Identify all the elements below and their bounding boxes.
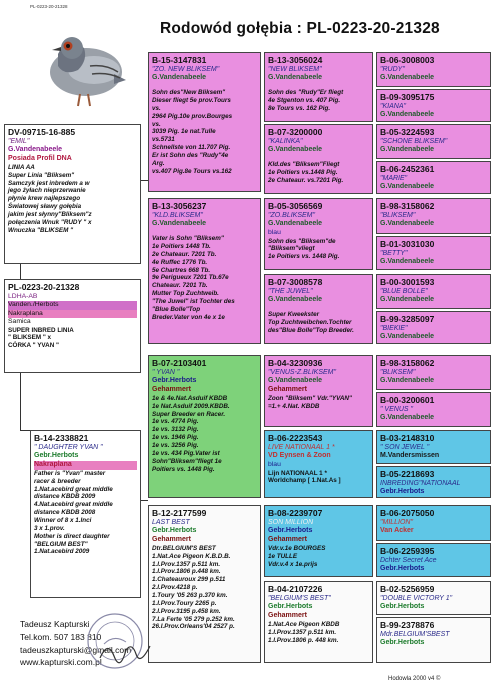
dam-note: distance KBDB 2009 (34, 493, 96, 501)
subject-line3: Nakraplana (8, 310, 137, 318)
gen4-ring: B-98-3158062 (380, 201, 435, 211)
gen2-extra: Gehammert (152, 386, 191, 394)
gen4-name: INBREDING"NATIONAAL (380, 479, 461, 487)
gen4-ring: B-00-3001593 (380, 277, 435, 287)
gen4-breeder: G.Vandenabeele (380, 377, 435, 385)
gen4-breeder: Gebr.Herbots (380, 565, 425, 573)
gen3-notes (268, 395, 369, 411)
gen4-box (376, 430, 491, 464)
gen2-note: 1e vs. 434 Pig.Vater ist (152, 449, 220, 457)
gen3-note: 1e Poitiers vs.1448 Pig. (268, 168, 338, 176)
subject-line1: LDHA-AB (8, 292, 38, 300)
gen3-box (264, 198, 373, 270)
dam-extra: Nakraplana (34, 461, 137, 470)
gen4-ring: B-06-2259395 (380, 546, 435, 556)
dam-note: 4.Nat.acebird great middle (34, 501, 113, 509)
dam-note: "BELGIUM BEST" (34, 540, 88, 548)
gen3-name: SON MILLION (268, 518, 314, 526)
gen2-note: Super Breeder en Racer. (152, 410, 226, 418)
gen2-note: 1e vs. 3256 Pig. (152, 442, 199, 450)
subject-line4: Samica (8, 318, 31, 326)
gen2-note: 2.I.Prov.3195 p.458 km. (152, 607, 221, 615)
sire-notes (8, 164, 137, 235)
gen3-note: 1.Nat.Ace Pigeon KBDB (268, 620, 340, 628)
owner-name: Tadeusz Kapturski (20, 619, 90, 629)
dam-breeder: Gebr.Herbots (34, 452, 79, 460)
connector-line (20, 430, 30, 431)
subject-line7: CÓRKA " YVAN " (8, 342, 59, 350)
gen2-note: Breder.Vater von 4e x 1e (152, 313, 225, 321)
gen2-note: 4e Ruffec 1776 Tb. (152, 258, 208, 266)
gen2-note: 7.La Ferte '05 279 p.252 km. (152, 615, 235, 623)
page-title: Rodowód gołębia : PL-0223-20-21328 (160, 20, 440, 37)
gen3-breeder: VD Eynsen & Zoon (268, 452, 331, 460)
gen3-breeder: Gebr.Herbots (268, 527, 313, 535)
gen3-extra: Gehammert (268, 612, 307, 620)
subject-line2: Vanden./Herbots (8, 301, 137, 309)
gen3-note: Lijn NATIONAAL 1 * (268, 469, 327, 477)
dam-note: 1.Nat.acebird great middle (34, 485, 113, 493)
gen3-extra: blau (268, 461, 281, 469)
email: tadeuszkapturski@gmail.com (20, 644, 132, 655)
gen3-note: Zoon "Bliksem" Vdr."YVAN" (268, 394, 352, 402)
gen3-note: Super Kweekster (268, 311, 320, 319)
gen3-notes (268, 311, 369, 335)
gen3-note: Sohn des "Rudy"Er fliegt (268, 89, 344, 97)
gen2-name: "ZO. NEW BLIKSEM" (152, 65, 220, 73)
gen2-note: 1e vs. 4774 Pig. (152, 418, 199, 426)
gen4-box (376, 355, 491, 390)
gen4-ring: B-09-3095175 (380, 92, 435, 102)
gen3-box (264, 430, 373, 498)
gen3-notes (268, 545, 369, 569)
gen2-note: "Blue Bolle"Top (152, 305, 201, 313)
gen2-note: Dieser fliegt 5e prov.Tours (152, 96, 231, 104)
gen2-note: 1.I.Prov.Toury 2265 p. (152, 599, 217, 607)
gen2-breeder: Gebr.Herbots (152, 377, 197, 385)
gen2-ring: B-12-2177599 (152, 508, 207, 518)
connector-line (141, 500, 148, 501)
gen3-name: "BELGIUM'S BEST" (268, 594, 331, 602)
connector-line (20, 373, 21, 430)
gen4-name: "SCHONE BLIKSEM" (380, 137, 448, 145)
gen2-note: 1.Nat.Ace Pigeon K.B.D.B. (152, 552, 231, 560)
gen3-breeder: Gebr.Herbots (268, 603, 313, 611)
gen3-ring: B-07-3200000 (268, 127, 323, 137)
gen2-note: vs.5731 (152, 136, 175, 144)
gen2-breeder: G.Vandenabeele (152, 74, 207, 82)
gen3-notes (268, 238, 369, 262)
gen3-ring: B-08-2239707 (268, 508, 323, 518)
gen4-breeder: G.Vandenabeele (380, 414, 435, 422)
gen4-name: "DOUBLE VICTORY 1" (380, 594, 453, 602)
dam-box (30, 430, 141, 598)
gen3-name: "KALINKA" (268, 137, 303, 145)
gen2-note: 1e vs. 1946 Pig. (152, 434, 199, 442)
website: www.kapturski.com.pl (20, 657, 102, 668)
gen3-box (264, 355, 373, 427)
gen4-ring: B-01-3031030 (380, 239, 435, 249)
gen2-notes (152, 235, 257, 321)
gen3-note: 1.I.Prov.1806 p. 448 km. (268, 636, 339, 644)
gen3-note: Vdr.v.1e BOURGES (268, 544, 326, 552)
gen2-note: Sohn"Bliksem"fliegt 1e (152, 457, 222, 465)
gen3-note: Top Zuchtweibchen.Tochter (268, 318, 352, 326)
gen3-extra: blau (268, 229, 281, 237)
gen4-ring: B-98-3158062 (380, 358, 435, 368)
subject-line5: SUPER INBRED LINIA (8, 326, 74, 334)
gen4-name: "BLUE BOLLE" (380, 287, 428, 295)
gen4-name: Dchter Secret Ace (380, 556, 437, 564)
gen3-note: Worldchamp [ 1.Nat.As ] (268, 477, 341, 485)
sire-note: płynie krew najlepszego (8, 195, 81, 203)
gen2-note: Schnellste von 11.707 Pig. (152, 144, 231, 152)
gen3-ring: B-07-3008578 (268, 277, 323, 287)
gen4-name: "BIEKIE" (380, 324, 408, 332)
gen3-note: Vdr.v.4 x 1e.prijs (268, 560, 318, 568)
gen3-breeder: G.Vandenabeele (268, 377, 323, 385)
sire-note: jakim jest słynny"Bliksem"z (8, 211, 92, 219)
gen2-box (148, 355, 261, 498)
small-ring-label: PL-0223-20-21328 (30, 4, 68, 9)
gen4-breeder: Gebr.Herbots (380, 603, 425, 611)
sire-note: jego żyłach nieprzerwanie (8, 187, 86, 195)
gen4-breeder: Gebr.Herbots (380, 488, 425, 496)
gen4-box (376, 198, 491, 234)
gen2-note: 1.I.Prov.1357 p.511 km. (152, 560, 221, 568)
subject-box (4, 279, 141, 373)
gen3-note: 4e Stgenton vs. 407 Pig. (268, 96, 341, 104)
gen2-note: Chateaur. 7201 Tb. (152, 282, 208, 290)
gen4-breeder: G.Vandenabeele (380, 296, 435, 304)
gen3-note: 1.I.Prov.1357 p.511 km. (268, 628, 337, 636)
gen4-box (376, 581, 491, 615)
gen4-name: "RUDY" (380, 65, 405, 73)
sire-ring: DV-09715-16-885 (8, 127, 76, 137)
sire-note: Samczyk jest inbredem a w (8, 179, 90, 187)
gen2-box (148, 52, 261, 192)
gen4-ring: B-00-3200601 (380, 395, 435, 405)
gen2-ring: B-15-3147831 (152, 55, 207, 65)
gen2-note: 1.I.Prov.1806 p.448 km. (152, 568, 221, 576)
gen4-name: "BLIKSEM" (380, 368, 416, 376)
gen3-breeder: G.Vandenabeele (268, 74, 323, 82)
gen4-breeder: M.Vandersmissen (380, 452, 440, 460)
gen4-breeder: Van Acker (380, 527, 414, 535)
subject-ring: PL-0223-20-21328 (8, 282, 80, 292)
gen4-breeder: G.Vandenabeele (380, 333, 435, 341)
gen4-name: "BLIKSEM" (380, 211, 416, 219)
gen2-notes (152, 545, 257, 631)
gen2-note: vs. (152, 120, 161, 128)
gen3-notes (268, 89, 369, 113)
gen4-ring: B-06-3008003 (380, 55, 435, 65)
sire-box (4, 124, 141, 264)
gen4-name: " SON JEWEL " (380, 443, 430, 451)
dam-note: Father is "Yvan" master (34, 469, 106, 477)
sire-note: Super Linia "Bliksem" (8, 171, 75, 179)
dam-note: distance KBDB 2008 (34, 509, 96, 517)
gen3-extra: Gehammert (268, 386, 307, 394)
dam-ring: B-14-2338821 (34, 433, 89, 443)
phone: Tel.kom. 507 183 810 (20, 631, 102, 642)
gen2-name: LAST BEST (152, 518, 190, 526)
gen4-ring: B-99-2378876 (380, 620, 435, 630)
gen4-breeder: G.Vandenabeele (380, 258, 435, 266)
gen2-note: "The Juwel" ist Tochter des (152, 298, 235, 305)
gen3-ring: B-06-2223543 (268, 433, 323, 443)
gen2-note: Dtr.BELGIUM'S BEST (152, 544, 216, 552)
gen2-note: Sohn des"New Bliksem" (152, 89, 226, 97)
connector-line (141, 180, 148, 181)
gen4-box (376, 466, 491, 498)
gen2-note: vs. (152, 104, 161, 112)
gen3-notes (268, 621, 369, 645)
gen2-note: 1e vs. 3132 Pig. (152, 426, 199, 434)
gen2-breeder: G.Vandenabeele (152, 220, 207, 228)
gen2-note: vs.407 Pig.8e Tours vs.162 (152, 167, 232, 175)
gen2-note: Mutter Top Zuchtweib. (152, 290, 219, 298)
software-version: Hodowla 2000 v4 © (388, 676, 441, 682)
gen3-note: des"Blue Bolle"Top Breeder. (268, 326, 354, 334)
gen3-note: 8e Tours vs. 162 Pig. (268, 104, 331, 112)
gen2-name: "KLD.BLIKSEM" (152, 211, 203, 219)
gen3-note: 1e Poitiers vs. 1448 Pig. (268, 253, 340, 261)
gen3-name: "THE JUWEL" (268, 287, 313, 295)
gen2-notes (152, 89, 257, 175)
gen2-extra: Gehammert (152, 536, 191, 544)
gen3-note: 2e Chateaur. vs.7201 Pig. (268, 176, 344, 184)
gen4-box (376, 161, 491, 194)
gen3-extra: Gehammert (268, 536, 307, 544)
gen4-box (376, 505, 491, 541)
pigeon-icon (28, 14, 128, 114)
gen4-ring: B-06-2075050 (380, 508, 435, 518)
gen3-box (264, 274, 373, 344)
gen2-note: 9e Perigueux 7201 Tb.67e (152, 274, 229, 282)
gen4-box (376, 274, 491, 309)
pigeon-photo (28, 14, 128, 114)
dam-notes (34, 470, 137, 556)
signature-icon (96, 636, 156, 666)
gen2-note: 1.Chateauroux 299 p.511 (152, 576, 226, 584)
gen3-note: =1.+ 4.Nat. KBDB (268, 402, 320, 410)
subject-line6: " BLIKSEM " x (8, 334, 52, 342)
gen4-box (376, 124, 491, 159)
gen2-ring: B-07-2103401 (152, 358, 207, 368)
gen4-breeder: G.Vandenabeele (380, 111, 435, 119)
connector-line (20, 264, 21, 279)
gen3-name: "ZO.BLIKSEM" (268, 211, 315, 219)
gen4-box (376, 617, 491, 663)
sire-note: LINIA AA (8, 163, 35, 171)
dam-note: racer & breeder (34, 477, 81, 485)
gen2-note: 2.I.Prov.4218 p. (152, 584, 198, 592)
gen3-ring: B-04-3230936 (268, 358, 323, 368)
dam-name: " DAUGHTER YVAN " (34, 443, 103, 451)
gen3-ring: B-13-3056024 (268, 55, 323, 65)
sire-extra: Posiada Profil DNA (8, 155, 72, 163)
gen2-box (148, 505, 261, 663)
gen4-box (376, 392, 491, 427)
gen3-ring: B-05-3056569 (268, 201, 323, 211)
gen3-box (264, 52, 373, 122)
gen2-note: Arg. (152, 159, 165, 167)
gen3-breeder: G.Vandenabeele (268, 220, 323, 228)
gen2-ring: B-13-3056237 (152, 201, 207, 211)
gen3-note: Kld.des "Bliksem"Fliegt (268, 161, 340, 169)
dam-note: 1.Nat.acebird 2009 (34, 548, 90, 556)
gen4-name: "MILLION" (380, 518, 413, 526)
gen4-ring: B-99-3285097 (380, 314, 435, 324)
sire-note: Światowej sławy gołębia (8, 203, 82, 211)
gen2-note: 1.Toury '05 263 p.370 km. (152, 592, 228, 600)
gen3-note: "Bliksem"vliegt (268, 245, 315, 253)
sire-note: połączenia Wnuk "RUDY " x (8, 218, 92, 226)
gen3-breeder: G.Vandenabeele (268, 296, 323, 304)
dam-note: 3 x 1.prov. (34, 524, 65, 532)
gen2-note: 3039 Pig. 1e nat.Tulle (152, 128, 216, 136)
gen4-box (376, 543, 491, 577)
gen2-note: 1e Nat.Asduif 2009.KBDB. (152, 402, 230, 410)
gen4-name: "KIANA" (380, 102, 406, 110)
gen2-breeder: Gebr.Herbots (152, 527, 197, 535)
gen4-ring: B-06-2452361 (380, 164, 435, 174)
gen2-note: Er ist Sohn des "Rudy"4e (152, 152, 229, 159)
gen2-note: 1e & 4e.Nat.Asduif KBDB (152, 394, 228, 402)
gen4-breeder: G.Vandenabeele (380, 146, 435, 154)
gen3-box (264, 505, 373, 577)
gen3-note: Sohn des "Bliksem"de (268, 237, 336, 245)
signature (96, 636, 156, 666)
gen2-box (148, 198, 261, 344)
gen4-box (376, 311, 491, 344)
gen4-breeder: G.Vandenabeele (380, 183, 435, 191)
gen4-name: " VENUS " (380, 405, 413, 413)
dam-note: Mother is direct daughter (34, 532, 110, 540)
sire-note: Wnuczka "BLIKSEM " (8, 226, 74, 234)
gen2-note: 2964 Pig.10e prov.Bourges (152, 112, 233, 120)
gen4-ring: B-02-5256959 (380, 584, 435, 594)
gen3-name: "NEW BLIKSEM" (268, 65, 322, 73)
gen4-ring: B-03-2148310 (380, 433, 435, 443)
gen4-breeder: G.Vandenabeele (380, 74, 435, 82)
gen3-notes (268, 470, 369, 486)
gen3-ring: B-04-2107226 (268, 584, 323, 594)
gen2-name: " YVAN " (152, 368, 180, 376)
gen2-notes (152, 395, 257, 474)
gen2-note: Vater is Sohn "Bliksem" (152, 235, 224, 243)
gen3-name: "VENUS-Z.BLIKSEM" (268, 368, 336, 376)
gen4-name: "MARIE" (380, 174, 408, 182)
gen2-note: Poitiers vs. 1448 Pig. (152, 465, 215, 473)
gen2-note: 26.I.Prov.Orleans'04 2527 p. (152, 623, 235, 631)
gen3-box (264, 124, 373, 194)
gen3-name: LIVE NATIONAAL 1 * (268, 443, 335, 451)
gen4-breeder: Gebr.Herbots (380, 639, 425, 647)
gen3-note: 1e TULLE (268, 552, 298, 560)
gen2-note: 1e Poitiers 1448 Tb. (152, 242, 211, 250)
gen4-ring: B-05-2218693 (380, 469, 435, 479)
gen4-box (376, 52, 491, 87)
gen4-name: "BETTY" (380, 249, 408, 257)
gen3-breeder: G.Vandenabeele (268, 146, 323, 154)
gen2-note: 5e Chartres 668 Tb. (152, 266, 211, 274)
gen4-box (376, 236, 491, 270)
gen4-box (376, 89, 491, 122)
gen4-name: Mdr.BELGIUM'SBEST (380, 630, 450, 638)
gen2-note: 2e Chateaur. 7201 Tb. (152, 250, 217, 258)
gen3-box (264, 581, 373, 663)
gen4-ring: B-05-3224593 (380, 127, 435, 137)
gen3-notes (268, 161, 369, 185)
sire-breeder: G.Vandenabeele (8, 146, 63, 154)
dam-note: Winner of 8 x 1.Inci (34, 517, 92, 525)
gen4-breeder: G.Vandenabeele (380, 220, 435, 228)
sire-name: "EMIL" (8, 137, 30, 145)
